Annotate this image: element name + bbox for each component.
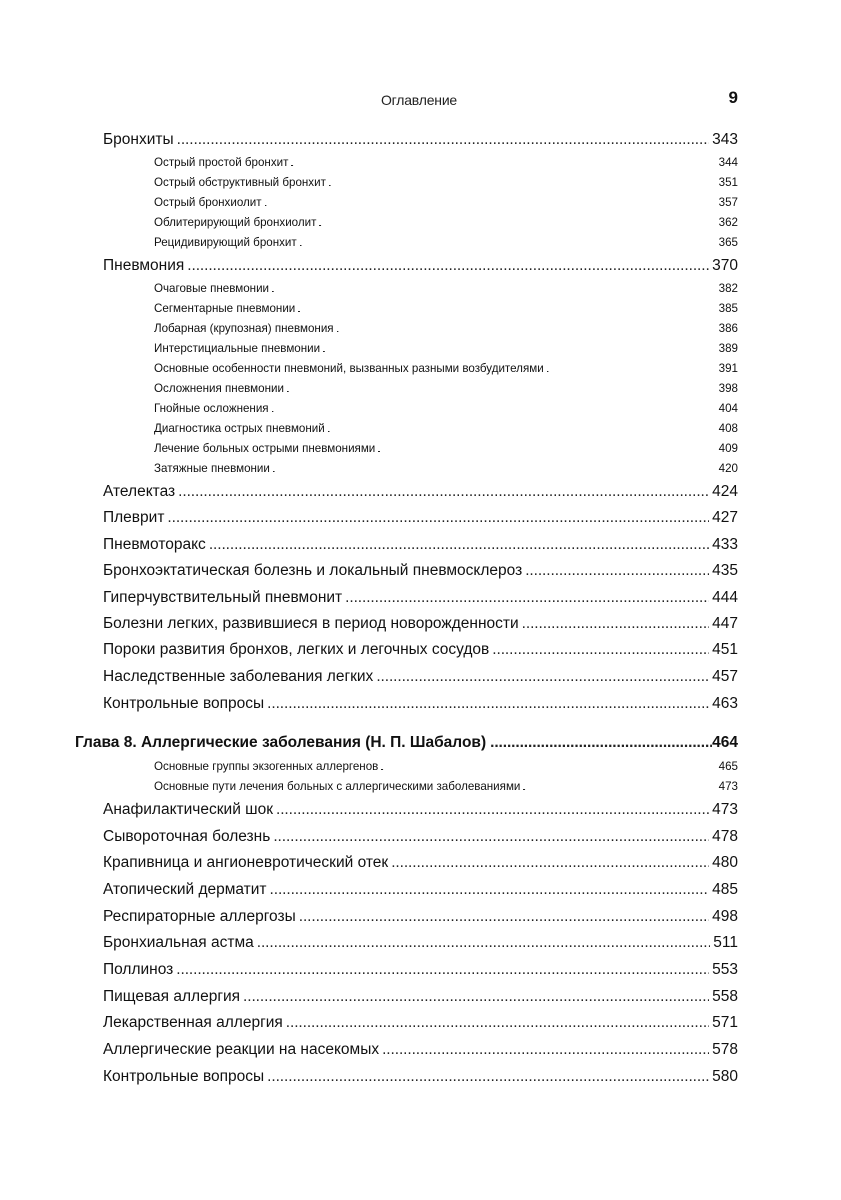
toc-section-entry (103, 1041, 738, 1065)
toc-subsection-entry (154, 442, 738, 460)
entry-page-number: 365 (718, 236, 738, 249)
entry-page-number: 480 (712, 854, 738, 871)
dot-leader (287, 382, 716, 395)
entry-title: Диагностика острых пневмоний (154, 422, 325, 435)
entry-title: Атопический дерматит (103, 881, 267, 898)
toc-section-entry (103, 641, 738, 665)
dot-leader (298, 302, 715, 315)
entry-page-number: 408 (718, 422, 738, 435)
dot-leader (270, 881, 710, 899)
dot-leader (187, 257, 709, 275)
toc-subsection-entry (154, 196, 738, 214)
dot-leader (209, 536, 709, 554)
toc-subsection-entry (154, 422, 738, 440)
toc-section-entry (103, 536, 738, 560)
toc-section-entry (103, 257, 738, 281)
entry-title: Рецидивирующий бронхит (154, 236, 297, 249)
entry-page-number: 433 (712, 536, 738, 553)
dot-leader (323, 342, 716, 355)
toc-section-entry (103, 509, 738, 533)
toc-section-entry (103, 668, 738, 692)
toc-subsection-entry (154, 216, 738, 234)
dot-leader (267, 1068, 709, 1086)
entry-title: Гиперчувствительный пневмонит (103, 589, 343, 606)
entry-page-number: 385 (718, 302, 738, 315)
entry-title: Глава 8. Аллергические заболевания (Н. П. Шабалов) (75, 734, 487, 751)
entry-page-number: 473 (712, 801, 738, 818)
entry-page-number: 498 (712, 908, 738, 925)
entry-page-number: 344 (718, 156, 738, 169)
dot-leader (178, 483, 709, 501)
toc-subsection-entry (154, 342, 738, 360)
entry-title: Контрольные вопросы (103, 1068, 265, 1085)
dot-leader (382, 1041, 709, 1059)
dot-leader (525, 562, 709, 580)
entry-title: Ателектаз (103, 483, 176, 500)
entry-page-number: 362 (718, 216, 738, 229)
dot-leader (547, 362, 716, 375)
entry-page-number: 382 (718, 282, 738, 295)
entry-page-number: 351 (718, 176, 738, 189)
entry-page-number: 511 (713, 934, 738, 951)
dot-leader (299, 908, 709, 926)
dot-leader (328, 422, 716, 435)
entry-title: Наследственные заболевания легких (103, 668, 374, 685)
dot-leader (345, 589, 709, 607)
toc-subsection-entry (154, 382, 738, 400)
entry-page-number: 463 (712, 695, 738, 712)
entry-page-number: 409 (718, 442, 738, 455)
dot-leader (492, 641, 709, 659)
dot-leader (273, 828, 709, 846)
entry-page-number: 553 (712, 961, 738, 978)
dot-leader (267, 695, 709, 713)
entry-page-number: 389 (718, 342, 738, 355)
toc-subsection-entry (154, 282, 738, 300)
dot-leader (523, 780, 715, 793)
entry-title: Крапивница и ангионевротический отек (103, 854, 389, 871)
entry-page-number: 580 (712, 1068, 738, 1085)
entry-title: Лобарная (крупозная) пневмония (154, 322, 334, 335)
toc-chapter-entry (75, 734, 738, 758)
entry-title: Гнойные осложнения (154, 402, 269, 415)
toc-subsection-entry (154, 462, 738, 480)
entry-page-number: 451 (712, 641, 738, 658)
entry-title: Бронхоэктатическая болезнь и локальный пневмосклероз (103, 562, 523, 579)
entry-page-number: 427 (712, 509, 738, 526)
toc-section-entry (103, 1068, 738, 1092)
entry-title: Плеврит (103, 509, 165, 526)
entry-page-number: 404 (718, 402, 738, 415)
entry-title: Контрольные вопросы (103, 695, 265, 712)
entry-title: Сывороточная болезнь (103, 828, 271, 845)
toc-section-entry (103, 615, 738, 639)
entry-page-number: 447 (712, 615, 738, 632)
entry-title: Болезни легких, развившиеся в период новорожденности (103, 615, 519, 632)
dot-leader (522, 615, 709, 633)
entry-page-number: 424 (712, 483, 738, 500)
page-number: 9 (728, 88, 738, 107)
entry-title: Интерстициальные пневмонии (154, 342, 321, 355)
entry-title: Сегментарные пневмонии (154, 302, 296, 315)
entry-title: Основные особенности пневмоний, вызванных разными возбудителями (154, 362, 544, 375)
entry-page-number: 571 (712, 1014, 738, 1031)
entry-page-number: 485 (712, 881, 738, 898)
entry-title: Облитерирующий бронхиолит (154, 216, 317, 229)
entry-page-number: 420 (718, 462, 738, 475)
entry-page-number: 398 (718, 382, 738, 395)
entry-page-number: 370 (712, 257, 738, 274)
running-header (100, 86, 738, 114)
toc-subsection-entry (154, 322, 738, 340)
dot-leader (319, 216, 715, 229)
toc-section-entry (103, 961, 738, 985)
entry-page-number: 558 (712, 988, 738, 1005)
toc-subsection-entry (154, 176, 738, 194)
entry-page-number: 391 (718, 362, 738, 375)
dot-leader (276, 801, 709, 819)
toc-section-entry (103, 801, 738, 825)
entry-title: Острый простой бронхит (154, 156, 289, 169)
entry-title: Лекарственная аллергия (103, 1014, 283, 1031)
toc-section-entry (103, 562, 738, 586)
toc-section-entry (103, 131, 738, 155)
dot-leader (381, 760, 715, 773)
toc-subsection-entry (154, 156, 738, 174)
dot-leader (300, 236, 716, 249)
toc-section-entry (103, 589, 738, 613)
dot-leader (378, 442, 715, 455)
dot-leader (177, 131, 710, 149)
entry-title: Основные пути лечения больных с аллергическими заболеваниями (154, 780, 521, 793)
toc-section-entry (103, 828, 738, 852)
entry-title: Острый обструктивный бронхит (154, 176, 326, 189)
dot-leader (273, 462, 716, 475)
entry-page-number: 478 (712, 828, 738, 845)
entry-page-number: 465 (718, 760, 738, 773)
dot-leader (337, 322, 716, 335)
entry-title: Пороки развития бронхов, легких и легочных сосудов (103, 641, 490, 658)
toc-section-entry (103, 881, 738, 905)
entry-title: Осложнения пневмонии (154, 382, 284, 395)
entry-page-number: 386 (718, 322, 738, 335)
dot-leader (272, 282, 716, 295)
entry-page-number: 343 (712, 131, 738, 148)
entry-title: Основные группы экзогенных аллергенов (154, 760, 379, 773)
entry-page-number: 464 (712, 734, 738, 751)
entry-title: Острый бронхиолит (154, 196, 262, 209)
entry-title: Анафилактический шок (103, 801, 273, 818)
entry-page-number: 357 (718, 196, 738, 209)
dot-leader (286, 1014, 709, 1032)
toc-section-entry (103, 908, 738, 932)
entry-title: Поллиноз (103, 961, 174, 978)
entry-page-number: 457 (712, 668, 738, 685)
toc-subsection-entry (154, 760, 738, 778)
entry-title: Затяжные пневмонии (154, 462, 270, 475)
dot-leader (391, 854, 709, 872)
entry-title: Бронхиальная астма (103, 934, 254, 951)
toc-section-entry (103, 988, 738, 1012)
entry-title: Пневмония (103, 257, 185, 274)
dot-leader (272, 402, 716, 415)
toc-subsection-entry (154, 362, 738, 380)
entry-title: Аллергические реакции на насекомых (103, 1041, 380, 1058)
toc-subsection-entry (154, 236, 738, 254)
toc-subsection-entry (154, 780, 738, 798)
running-header-title: Оглавление (380, 92, 458, 108)
entry-title: Лечение больных острыми пневмониями (154, 442, 376, 455)
dot-leader (265, 196, 716, 209)
entry-title: Респираторные аллергозы (103, 908, 296, 925)
dot-leader (257, 934, 711, 952)
toc-section-entry (103, 1014, 738, 1038)
toc-subsection-entry (154, 402, 738, 420)
entry-title: Очаговые пневмонии (154, 282, 270, 295)
dot-leader (243, 988, 709, 1006)
toc-section-entry (103, 695, 738, 719)
dot-leader (167, 509, 709, 527)
dot-leader (490, 734, 712, 752)
entry-title: Бронхиты (103, 131, 174, 148)
dot-leader (176, 961, 709, 979)
entry-page-number: 444 (712, 589, 738, 606)
dot-leader (376, 668, 709, 686)
toc-section-entry (103, 934, 738, 958)
toc-subsection-entry (154, 302, 738, 320)
entry-page-number: 578 (712, 1041, 738, 1058)
entry-title: Пищевая аллергия (103, 988, 241, 1005)
entry-page-number: 435 (712, 562, 738, 579)
dot-leader (329, 176, 716, 189)
toc-section-entry (103, 483, 738, 507)
dot-leader (291, 156, 715, 169)
toc-section-entry (103, 854, 738, 878)
entry-page-number: 473 (718, 780, 738, 793)
entry-title: Пневмоторакс (103, 536, 206, 553)
